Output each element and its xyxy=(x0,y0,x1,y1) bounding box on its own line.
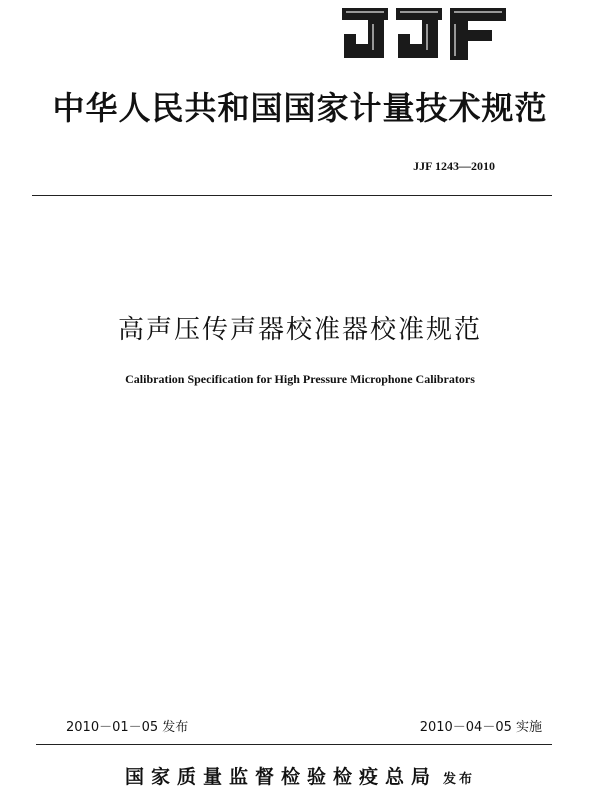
document-title-chinese: 高声压传声器校准器校准规范 xyxy=(117,315,482,345)
jjf-logo-icon xyxy=(338,6,510,64)
document-number: JJF 1243—2010 xyxy=(413,159,495,173)
national-specification-heading: 中华人民共和国国家计量技术规范 xyxy=(52,89,548,127)
implementation-date: 2010－04－05 实施 xyxy=(419,720,542,735)
issuer-suffix: 发布 xyxy=(443,772,476,787)
jjf-logo-graphic xyxy=(338,6,510,64)
document-title-english: Calibration Specification for High Pressure Microphone Calibrators xyxy=(125,372,475,386)
issuer-name: 国家质量监督检验检疫总局 xyxy=(124,766,437,788)
issue-date: 2010－01－05 发布 xyxy=(66,720,189,735)
bottom-divider xyxy=(36,744,552,745)
issuer-line xyxy=(0,764,600,790)
top-divider xyxy=(32,195,552,196)
